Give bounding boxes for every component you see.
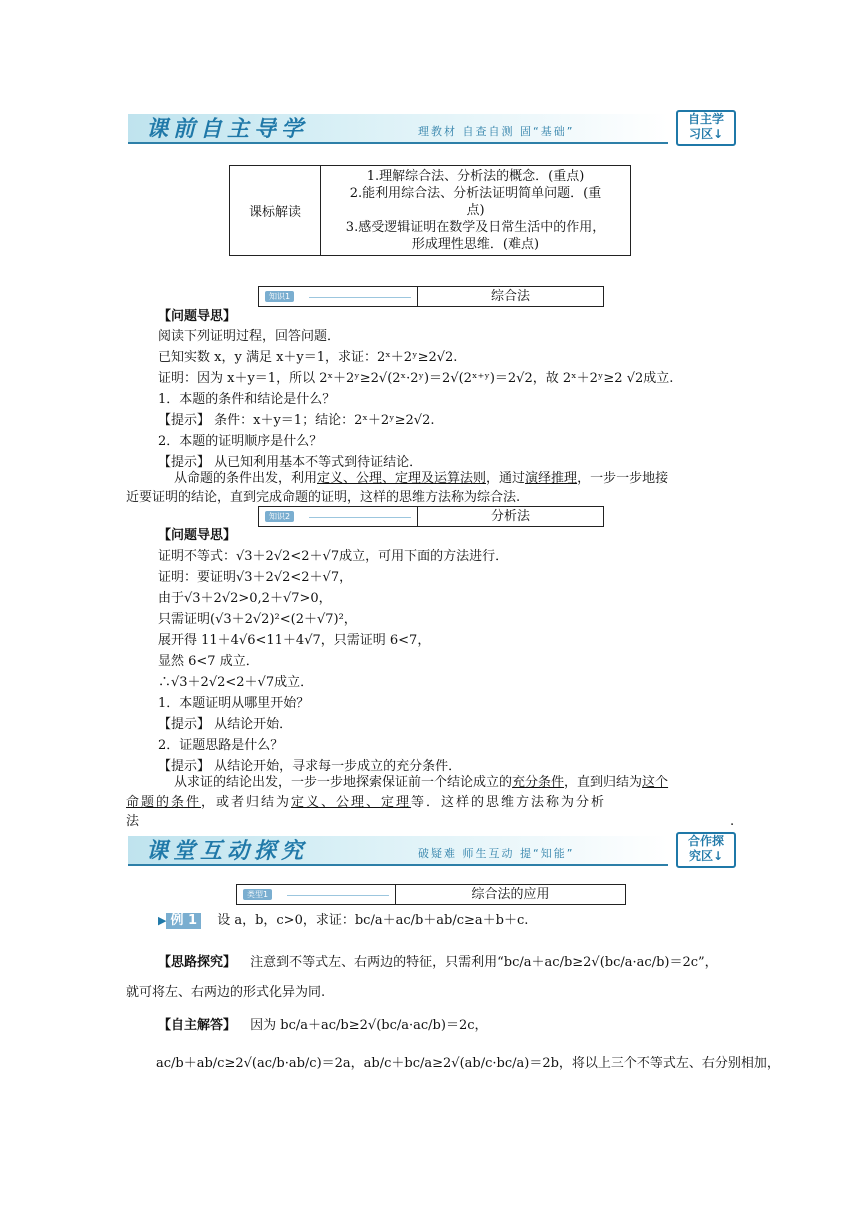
banner-subtitle: 理教材 自查自测 固“基础” <box>418 125 575 138</box>
solve-line-2: ac/b＋ab/c≥2√(ac/b·ab/c)＝2a，ab/c＋bc/a≥2√(ab/c·bc/a)＝2b，将以上三个不等式左、右分别相加， <box>156 1056 780 1071</box>
question-line: 2．本题的证明顺序是什么？ <box>158 434 323 449</box>
example-line <box>158 913 528 929</box>
def-underlined: 定义、公理、定理及运算法则 <box>317 471 487 486</box>
badge-line-1: 自主学 <box>687 112 724 126</box>
text-line: 已知实数 x，y 满足 x＋y＝1，求证：2ˣ＋2ʸ≥2√2. <box>158 350 458 365</box>
think-line <box>158 955 718 971</box>
standard-item: 3.感受逻辑证明在数学及日常生活中的作用， <box>345 220 606 235</box>
definition-line-1 <box>174 471 668 487</box>
think-label: 【思路探究】 <box>158 955 237 970</box>
standard-label: 课标解读 <box>230 166 321 256</box>
banner-badge[interactable] <box>676 832 736 868</box>
example-badge: 例 1 <box>166 913 201 929</box>
question-line: 1．本题的条件和结论是什么？ <box>158 392 336 407</box>
hint-line: 【提示】 从结论开始． <box>158 717 293 732</box>
banner-title: 课堂互动探究 <box>146 839 309 864</box>
think-line-2: 就可将左、右两边的形式化异为同. <box>126 985 326 1000</box>
knowledge-tag-label: 知识2 <box>265 511 294 522</box>
question-guide-heading: 【问题导思】 <box>158 309 237 324</box>
def-underlined: 命题的条件 <box>126 795 202 810</box>
question-line: 2．证题思路是什么？ <box>158 738 284 753</box>
def-underlined: 演绎推理 <box>525 471 578 486</box>
type-tag-line <box>287 895 389 896</box>
def-underlined: 这个 <box>642 775 669 790</box>
def-underlined: 定义、公理、定理 <box>291 795 412 810</box>
type-tag-label: 类型1 <box>243 889 272 900</box>
text-line: 只需证明(√3＋2√2)²<(2＋√7)²， <box>158 612 357 627</box>
badge-line-2: 究区↓ <box>688 849 724 863</box>
example-text: 设 a，b，c>0，求证：bc/a＋ac/b＋ab/c≥a＋b＋c. <box>217 913 529 928</box>
proof-line: 证明：因为 x＋y＝1，所以 2ˣ＋2ʸ≥2√(2ˣ·2ʸ)＝2√(2ˣ⁺ʸ)＝2√2，故 2ˣ＋2ʸ≥2 √2成立. <box>158 371 674 386</box>
knowledge-1-header <box>258 286 604 307</box>
definition-end-dot: . <box>730 814 735 829</box>
definition-line-2 <box>126 795 606 811</box>
knowledge-2-header <box>258 506 604 527</box>
definition-line-2: 近要证明的结论，直到完成命题的证明，这样的思维方法称为综合法. <box>126 490 521 505</box>
def-text: ，直到归结为 <box>564 775 643 790</box>
def-underlined: 充分条件 <box>512 775 565 790</box>
type-title: 综合法的应用 <box>471 887 550 902</box>
hint-line: 【提示】 条件：x＋y＝1；结论：2ˣ＋2ʸ≥2√2. <box>158 413 435 428</box>
standard-item: 2.能利用综合法、分析法证明简单问题．(重 <box>349 186 602 201</box>
knowledge-title: 分析法 <box>490 509 530 524</box>
standard-items <box>321 166 631 256</box>
section-banner-preview <box>128 110 736 144</box>
play-arrow-icon: ▶ <box>158 914 167 927</box>
knowledge-tag-line <box>309 297 411 298</box>
text-line: 由于√3＋2√2>0,2＋√7>0， <box>158 591 332 606</box>
text-line: 展开得 11＋4√6<11＋4√7，只需证明 6<7， <box>158 633 431 648</box>
knowledge-title: 综合法 <box>490 289 530 304</box>
knowledge-tag <box>259 507 418 526</box>
standard-item: 1.理解综合法、分析法的概念．(重点) <box>366 169 585 184</box>
text-line: 证明不等式：√3＋2√2<2＋√7成立，可用下面的方法进行． <box>158 549 509 564</box>
text-line: 显然 6<7 成立． <box>158 654 259 669</box>
def-text: ，通过 <box>486 471 526 486</box>
think-text: 注意到不等式左、右两边的特征，只需利用“bc/a＋ac/b≥2√(bc/a·ac/b)＝2c”， <box>250 955 718 970</box>
banner-title: 课前自主导学 <box>146 117 309 142</box>
section-banner-class <box>128 832 736 866</box>
text-line: 阅读下列证明过程，回答问题． <box>158 329 341 344</box>
hint-line: 【提示】 从结论开始，寻求每一步成立的充分条件． <box>158 759 462 774</box>
curriculum-standard-table <box>229 165 631 256</box>
def-text: ，或者归结为 <box>201 795 292 810</box>
def-text: 等．这样的思维方法称为分析 <box>411 795 607 810</box>
solve-line <box>158 1018 488 1034</box>
def-text: 从求证的结论出发，一步一步地探索保证前一个结论成立的 <box>174 775 513 790</box>
def-text: ，一步一步地接 <box>577 471 669 486</box>
definition-line-3: 法 <box>126 814 140 829</box>
solve-label: 【自主解答】 <box>158 1018 237 1033</box>
banner-subtitle: 破疑难 师生互动 提“知能” <box>418 847 575 860</box>
standard-item: 点) <box>466 203 485 218</box>
hint-line: 【提示】 从已知利用基本不等式到待证结论． <box>158 455 423 470</box>
standard-item: 形成理性思维．(难点) <box>411 237 540 252</box>
badge-line-2: 习区↓ <box>688 127 724 141</box>
solve-text: 因为 bc/a＋ac/b≥2√(bc/a·ac/b)＝2c， <box>250 1018 488 1033</box>
def-text: 从命题的条件出发，利用 <box>174 471 318 486</box>
knowledge-tag <box>259 287 418 306</box>
text-line: ∴√3＋2√2<2＋√7成立． <box>158 675 314 690</box>
proof-line: 证明：要证明√3＋2√2<2＋√7， <box>158 570 353 585</box>
knowledge-tag-line <box>309 517 411 518</box>
question-line: 1．本题证明从哪里开始？ <box>158 696 310 711</box>
knowledge-tag-label: 知识1 <box>265 291 294 302</box>
type-1-header <box>236 884 626 905</box>
banner-badge[interactable] <box>676 110 736 146</box>
definition-line-1 <box>174 775 668 791</box>
question-guide-heading: 【问题导思】 <box>158 528 237 543</box>
type-tag <box>237 885 396 904</box>
badge-line-1: 合作探 <box>687 834 724 848</box>
